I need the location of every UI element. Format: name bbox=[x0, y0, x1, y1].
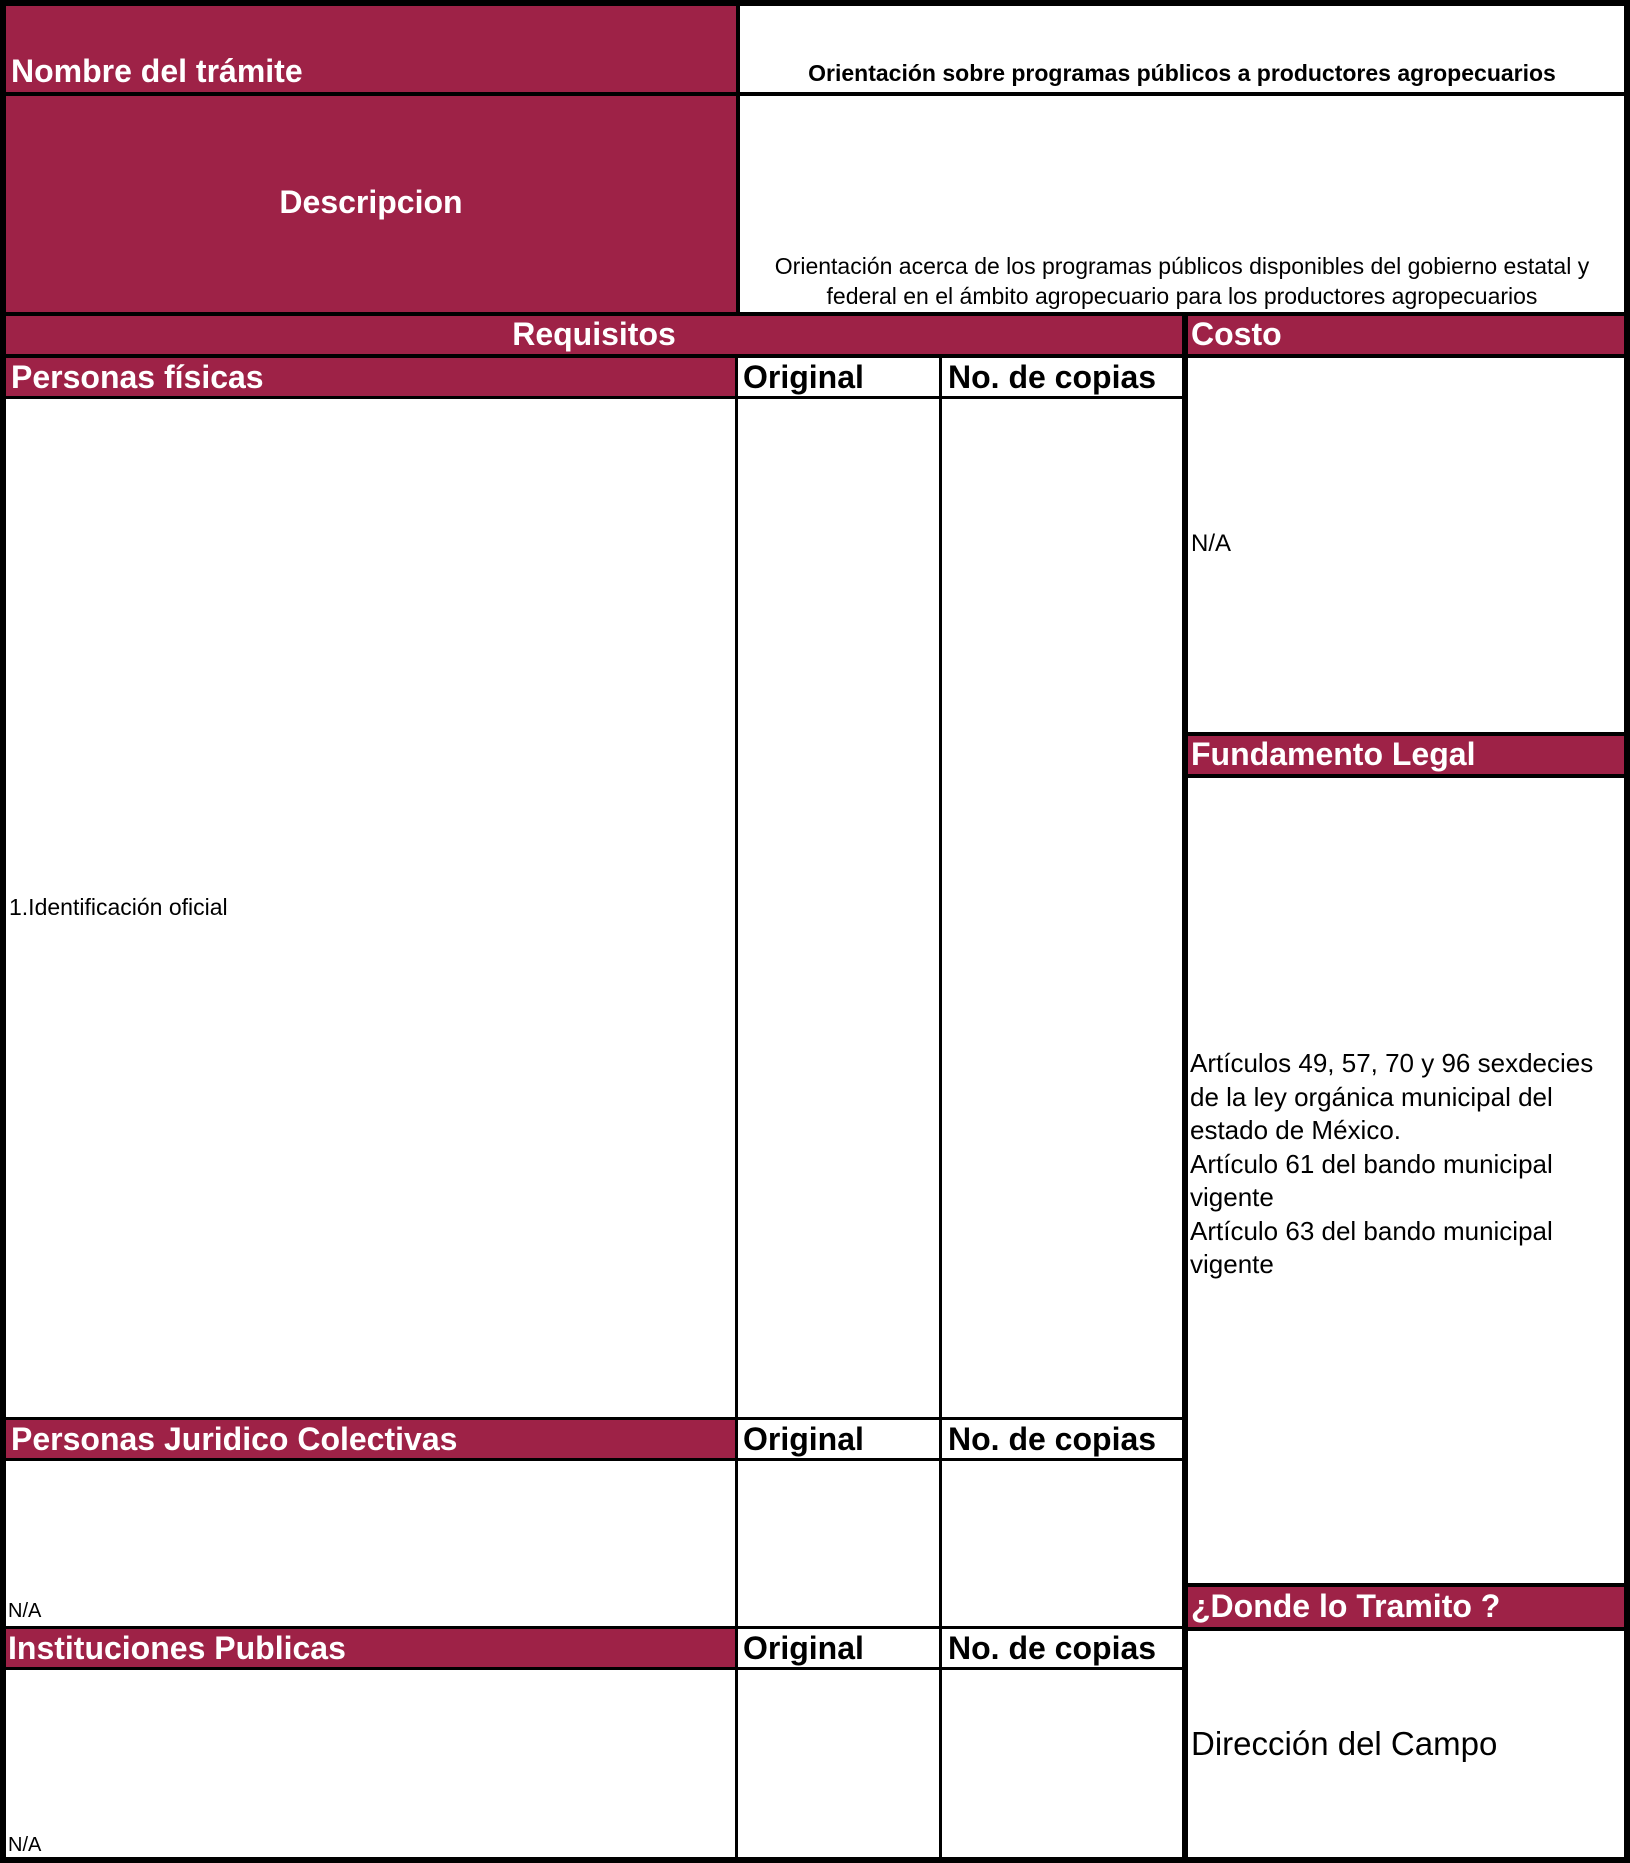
fundamento-line: de la ley orgánica municipal del bbox=[1190, 1081, 1553, 1112]
instituciones-original-header: Original bbox=[743, 1630, 864, 1666]
fundamento-line: vigente bbox=[1190, 1249, 1274, 1279]
fundamento-line: vigente bbox=[1190, 1182, 1274, 1212]
rule-above-juridico bbox=[0, 1417, 1186, 1420]
fisicas-item-1: 1.Identificación oficial bbox=[9, 894, 228, 920]
requisitos-title: Requisitos bbox=[512, 316, 676, 352]
fisicas-copias-header: No. de copias bbox=[948, 359, 1157, 395]
fundamento-line: estado de México. bbox=[1190, 1115, 1402, 1145]
nombre-label: Nombre del trámite bbox=[11, 53, 303, 89]
donde-tramito-value: Dirección del Campo bbox=[1191, 1725, 1498, 1762]
juridico-copias-header: No. de copias bbox=[948, 1421, 1157, 1457]
fundamento-legal-label: Fundamento Legal bbox=[1191, 736, 1476, 772]
personas-juridico-label: Personas Juridico Colectivas bbox=[11, 1421, 458, 1457]
juridico-original-header: Original bbox=[743, 1421, 864, 1457]
donde-tramito-label: ¿Donde lo Tramito ? bbox=[1191, 1588, 1501, 1624]
costo-value: N/A bbox=[1191, 530, 1232, 557]
rule-right-panel-left bbox=[1182, 312, 1188, 1863]
juridico-value: N/A bbox=[8, 1600, 42, 1622]
rule-above-instituciones bbox=[0, 1626, 1186, 1629]
fundamento-legal-text bbox=[1190, 1047, 1620, 1282]
rule-under-descripcion bbox=[0, 312, 1630, 316]
fundamento-line: Artículos 49, 57, 70 y 96 sexdecies bbox=[1190, 1048, 1594, 1078]
descripcion-value-line1: Orientación acerca de los programas públicos disponibles del gobierno estatal y bbox=[774, 253, 1590, 279]
rule-under-donde bbox=[1186, 1627, 1630, 1631]
rule-under-instituciones-header bbox=[0, 1667, 1186, 1670]
frame-left bbox=[0, 0, 6, 1863]
nombre-value: Orientación sobre programas públicos a productores agropecuarios bbox=[808, 60, 1556, 86]
descripcion-label: Descripcion bbox=[279, 184, 463, 220]
fundamento-line: Artículo 63 del bando municipal bbox=[1190, 1215, 1553, 1246]
instituciones-label: Instituciones Publicas bbox=[8, 1630, 346, 1666]
rule-under-fundamento bbox=[1186, 774, 1630, 778]
rule-above-donde bbox=[1186, 1583, 1630, 1587]
frame-bottom bbox=[0, 1857, 1630, 1863]
fisicas-original-header: Original bbox=[743, 359, 864, 395]
rule-col-copias-left bbox=[939, 354, 942, 1863]
personas-fisicas-label: Personas físicas bbox=[11, 359, 264, 395]
rule-under-requisitos bbox=[0, 354, 1630, 358]
descripcion-value-line2: federal en el ámbito agropecuario para los productores agropecuarios bbox=[826, 283, 1538, 309]
fundamento-line: Artículo 61 del bando municipal bbox=[1190, 1148, 1553, 1179]
rule-col-original-left bbox=[735, 354, 738, 1863]
instituciones-value: N/A bbox=[8, 1834, 42, 1856]
rule-under-juridico-header bbox=[0, 1458, 1186, 1461]
costo-label: Costo bbox=[1191, 316, 1282, 352]
frame-top bbox=[0, 0, 1630, 6]
rule-under-nombre bbox=[0, 92, 1630, 96]
instituciones-copias-header: No. de copias bbox=[948, 1630, 1157, 1666]
rule-under-fisicas-header bbox=[0, 396, 1186, 399]
